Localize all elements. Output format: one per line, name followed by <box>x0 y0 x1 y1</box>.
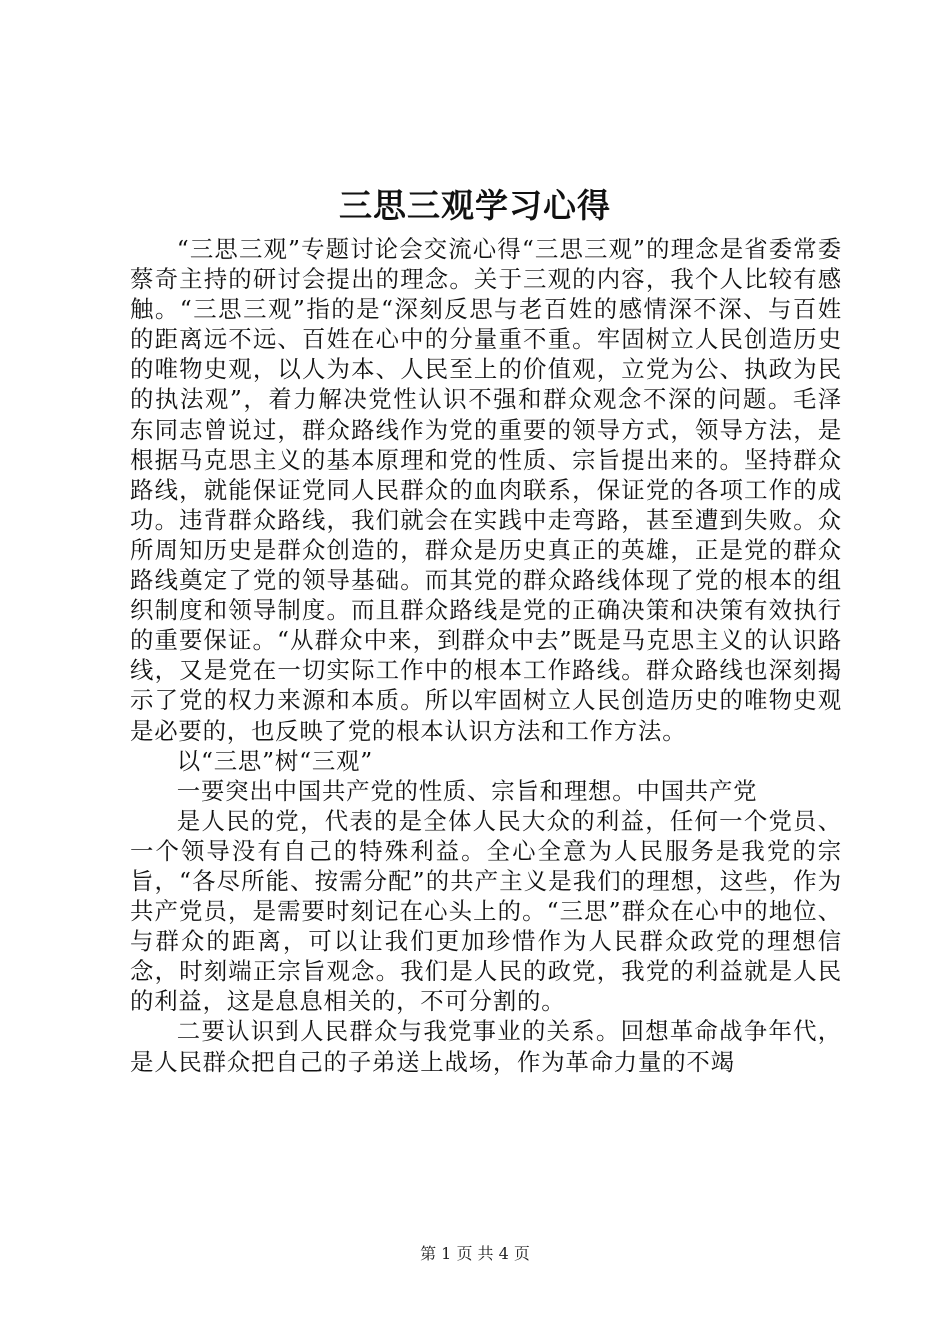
paragraph-point-one-heading: 一要突出中国共产党的性质、宗旨和理想。中国共产党 <box>176 776 758 805</box>
section-heading: 以“三思”树“三观” <box>176 746 373 775</box>
page-number-footer: 第 1 页 共 4 页 <box>420 1244 530 1263</box>
paragraph-point-two: 二要认识到人民群众与我党事业的关系。回想革命战争年代，是人民群众把自己的子弟送上战场，作为革命力量的不竭 <box>130 1017 842 1076</box>
paragraph-intro: “三思三观”专题讨论会交流心得“三思三观”的理念是省委常委蔡奇主持的研讨会提出的理念。关于三观的内容，我个人比较有感触。“三思三观”指的是“深刻反思与老百姓的感情深不深、与百姓的距离远不远、百姓在心中的分量重不重。牢固树立人民创造历史的唯物史观，以人为本、人民至上的价值观，立党为公、执政为民的执法观”，着力解决党性认识不强和群众观念不深的问题。毛泽东同志曾说过，群众路线作为党的重要的领导方式，领导方法，是根据马克思主义的基本原理和党的性质、宗旨提出来的。坚持群众路线，就能保证党同人民群众的血肉联系，保证党的各项工作的成功。违背群众路线，我们就会在实践中走弯路，甚至遭到失败。众所周知历史是群众创造的，群众是历史真正的英雄，正是党的群众路线奠定了党的领导基础。而其党的群众路线体现了党的根本的组织制度和领导制度。而且群众路线是党的正确决策和决策有效执行的重要保证。“从群众中来，到群众中去”既是马克思主义的认识路线，又是党在一切实际工作中的根本工作路线。群众路线也深刻揭示了党的权力来源和本质。所以牢固树立人民创造历史的唯物史观是必要的，也反映了党的根本认识方法和工作方法。 <box>130 235 842 745</box>
document-body <box>130 234 842 1077</box>
document-title: 三思三观学习心得 <box>339 186 611 225</box>
paragraph-point-one-body: 是人民的党，代表的是全体人民大众的利益，任何一个党员、一个领导没有自己的特殊利益。全心全意为人民服务是我党的宗旨，“各尽所能、按需分配”的共产主义是我们的理想，这些，作为共产党员，是需要时刻记在心头上的。“三思”群众在心中的地位、与群众的距离，可以让我们更加珍惜作为人民群众政党的理想信念，时刻端正宗旨观念。我们是人民的政党，我党的利益就是人民的利益，这是息息相关的，不可分割的。 <box>130 806 842 1016</box>
